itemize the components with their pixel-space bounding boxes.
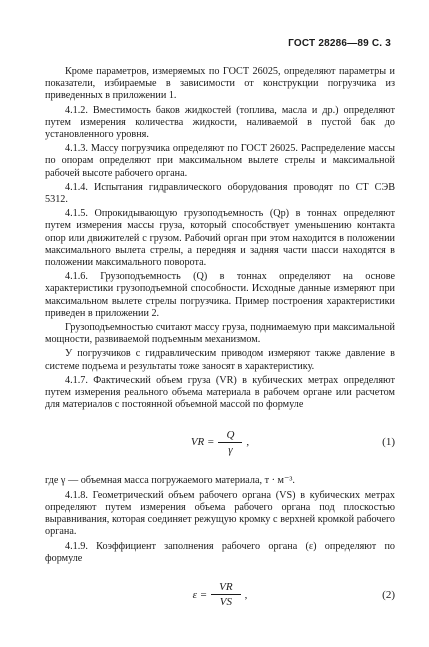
formula-2-fraction: [211, 581, 240, 608]
formula-2-numerator: VR: [211, 581, 240, 595]
paragraph: 4.1.6. Грузоподъемность (Q) в тоннах определяют на основе характеристики грузоподъемной способности. Исходные данные измеряют при максимальном вылете стрелы погрузчика. Пример построения характеристики приведен в приложении 2.: [45, 271, 395, 319]
where-clause: где γ — объемная масса погружаемого материала, т · м⁻³.: [45, 475, 295, 487]
paragraph: 4.1.8. Геометрический объем рабочего органа (VS) в кубических метрах определяют путем измерения объема рабочего органа под плоскостью выравнивания, которая соединяет режущую кромку с верхней кромкой рабочего органа.: [45, 489, 395, 538]
document-body: [45, 66, 395, 615]
formula-1: [45, 419, 395, 465]
formula-2-denominator: VS: [219, 596, 232, 609]
paragraph: 4.1.5. Опрокидывающую грузоподъемность (Qр) в тоннах определяют путем измерения массы груза, который способствует уменьшению контакта опор или движителей с грузом. Рабочий орган при этом находится в положении максимального вылета стрелы, а передняя и задняя части шасси находятся в положении максимального поворота.: [45, 208, 395, 269]
paragraph: Грузоподъемностью считают массу груза, поднимаемую при максимальной мощности, развиваемой подъемным механизмом.: [45, 322, 395, 346]
paragraph: 4.1.7. Фактический объем груза (VR) в кубических метрах определяют путем измерения реального объема материала в рабочем органе или расчетом для материалов с постоянной объемной массой по формуле: [45, 374, 395, 411]
formula-2: [45, 575, 395, 615]
formula-1-suffix: ,: [246, 436, 250, 449]
paragraph: 4.1.3. Массу погрузчика определяют по ГОСТ 26025. Распределение массы по опорам определяют при максимальном вылете стрелы и максимальной рабочей высоте рабочего органа.: [45, 143, 395, 179]
formula-1-denominator: γ: [228, 443, 233, 456]
paragraph: 4.1.4. Испытания гидравлического оборудования проводят по СТ СЭВ 5312.: [45, 181, 395, 206]
paragraph: 4.1.9. Коэффициент заполнения рабочего органа (ε) определяют по формуле: [45, 540, 395, 564]
formula-2-lhs: ε =: [192, 588, 208, 601]
formula-1-lhs: VR =: [190, 436, 215, 449]
formula-2-suffix: ,: [244, 588, 248, 601]
formula-1-numerator: Q: [218, 429, 242, 443]
paragraph: 4.1.2. Вместимость баков жидкостей (топлива, масла и др.) определяют путем измерения количества жидкости, наливаемой в пустой бак до установленного уровня.: [45, 104, 395, 141]
formula-1-number: (1): [382, 436, 395, 449]
formula-2-number: (2): [382, 588, 395, 601]
paragraph: У погрузчиков с гидравлическим приводом измеряют также давление в системе подъема и результаты тоже заносят в характеристику.: [45, 348, 395, 372]
paragraph: Кроме параметров, измеряемых по ГОСТ 26025, определяют параметры и показатели, избираемые в зависимости от конструкции погрузчика из приведенных в приложении 1.: [45, 66, 395, 102]
page-header: ГОСТ 28286—89 С. 3: [288, 38, 391, 49]
formula-1-fraction: [218, 429, 242, 456]
